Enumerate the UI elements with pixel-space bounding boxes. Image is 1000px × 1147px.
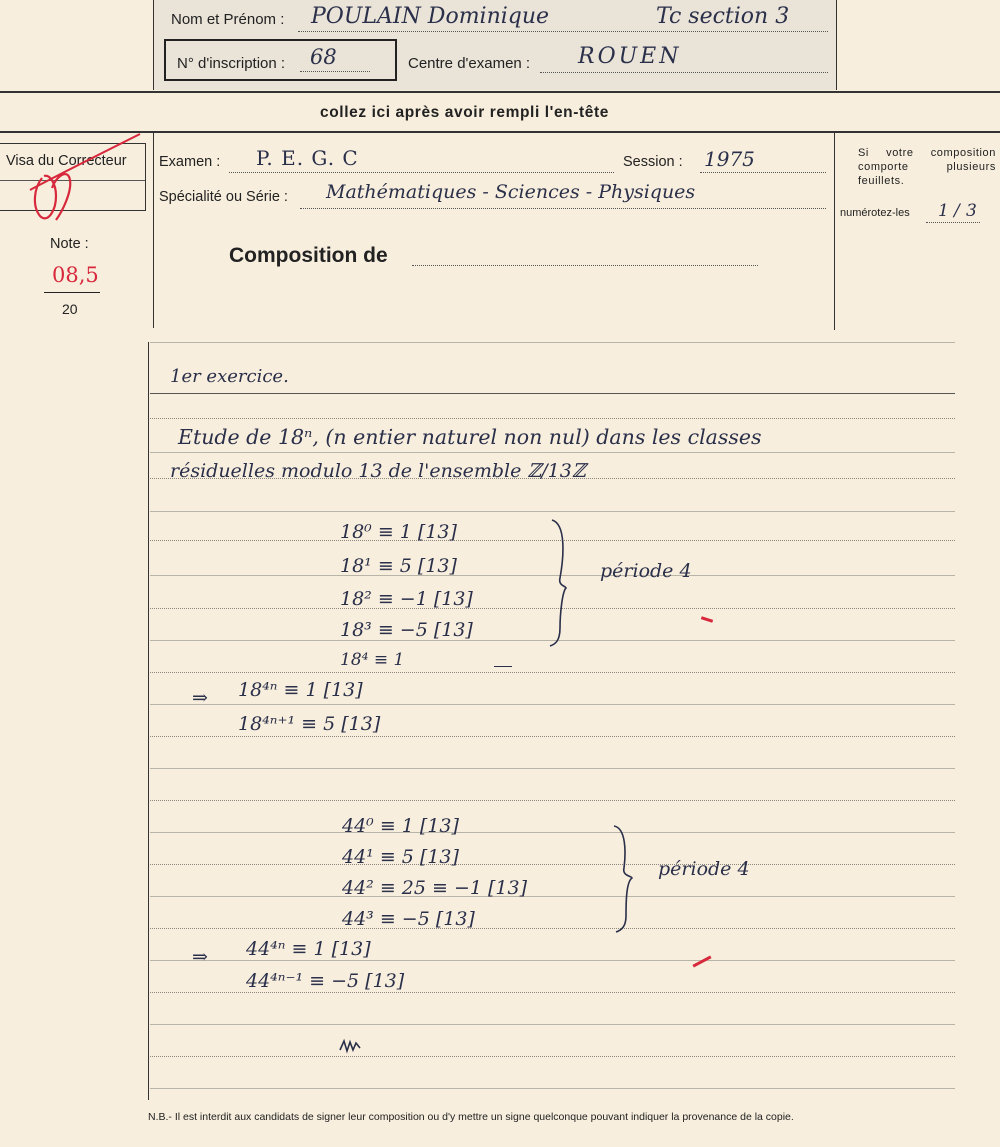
ruled-line [150, 452, 955, 453]
ink-scribble [338, 1038, 362, 1054]
ruled-line [150, 342, 955, 343]
exam-right-border [834, 132, 835, 330]
margin-line [148, 342, 149, 1100]
b-check-mark [692, 955, 711, 967]
correcteur-signature [12, 128, 142, 228]
b-line-1: 44⁰ ≡ 1 [13] [342, 815, 459, 837]
note-value: 08,5 [52, 263, 99, 287]
specialite-label: Spécialité ou Série : [159, 189, 288, 205]
ruled-line [150, 928, 955, 929]
nom-value: POULAIN Dominique [311, 4, 550, 29]
collez-rule [0, 131, 1000, 133]
numerotez-label: numérotez-les [840, 207, 910, 219]
exercise-heading: 1er exercice. [170, 366, 289, 387]
b-implication-2: 44⁴ⁿ⁻¹ ≡ −5 [13] [246, 970, 405, 992]
ruled-line [150, 704, 955, 705]
visa-label: Visa du Correcteur [6, 153, 127, 169]
intro-line-1: Etude de 18ⁿ, (n entier naturel non nul) dans les classes [178, 425, 762, 449]
page-slash: / [954, 201, 960, 221]
ruled-line [150, 992, 955, 993]
note-fraction-bar [44, 292, 100, 293]
a-period: période 4 [600, 560, 692, 582]
a-check-mark [701, 616, 713, 623]
b-period: période 4 [658, 858, 750, 880]
ruled-line [150, 960, 955, 961]
a-implication-1: 18⁴ⁿ ≡ 1 [13] [238, 679, 363, 701]
ruled-line [150, 511, 955, 512]
examen-value: P. E. G. C [256, 146, 359, 170]
examen-label: Examen : [159, 154, 221, 170]
ruled-line [150, 864, 955, 865]
a-line-4: 18³ ≡ −5 [13] [340, 619, 473, 641]
centre-label: Centre d'examen : [408, 55, 531, 72]
signature-stroke-2 [52, 174, 70, 220]
page-total: 3 [966, 201, 977, 221]
composition-label: Composition de [229, 244, 388, 267]
session-label: Session : [623, 154, 683, 170]
note-label: Note : [50, 236, 89, 252]
b-implies-arrow: ⇒ [192, 946, 208, 968]
ruled-line [150, 768, 955, 769]
ruled-line [150, 1088, 955, 1089]
note-denominator: 20 [62, 301, 78, 317]
inscription-label: N° d'inscription : [177, 55, 286, 72]
nom-line [298, 31, 828, 32]
session-value: 1975 [704, 147, 755, 171]
b-line-4: 44³ ≡ −5 [13] [342, 908, 475, 930]
b-line-2: 44¹ ≡ 5 [13] [342, 846, 459, 868]
collez-text: collez ici après avoir rempli l'en-tête [320, 104, 609, 121]
centre-value: ROUEN [578, 44, 682, 69]
a-implication-2: 18⁴ⁿ⁺¹ ≡ 5 [13] [238, 713, 381, 735]
page-number: 1 [938, 201, 949, 221]
examen-line [229, 172, 614, 173]
header-rule [0, 91, 1000, 93]
a-line-3: 18² ≡ −1 [13] [340, 588, 473, 610]
composition-line [412, 265, 758, 266]
inscription-value: 68 [310, 45, 337, 69]
b-line-3: 44² ≡ 25 ≡ −1 [13] [342, 877, 528, 899]
section-value: Tc section 3 [656, 4, 790, 29]
inscription-line [300, 71, 370, 72]
ruled-line [150, 896, 955, 897]
centre-line [540, 72, 828, 73]
signature-stroke-3 [30, 134, 140, 190]
a-brace-path [550, 520, 566, 646]
b-brace-path [614, 826, 632, 932]
intro-line-2: résiduelles modulo 13 de l'ensemble ℤ/13ℤ [170, 460, 586, 482]
numerotez-line [926, 222, 980, 223]
ruled-line [150, 736, 955, 737]
footer-note: N.B.- Il est interdit aux candidats de signer leur composition ou d'y mettre un signe quelconque pouvant indiquer la provenance de la copie. [148, 1111, 794, 1123]
side-note: Si votre composition comporte plusieurs feuillets. [858, 147, 996, 187]
b-brace [610, 822, 640, 934]
ruled-line [150, 393, 955, 394]
ruled-line [150, 1056, 955, 1057]
specialite-value: Mathématiques - Sciences - Physiques [326, 181, 696, 203]
a-line-2: 18¹ ≡ 5 [13] [340, 555, 457, 577]
session-line [700, 172, 826, 173]
ruled-line [150, 1024, 955, 1025]
a-dash [494, 666, 512, 667]
ink-scribble-path [340, 1041, 360, 1051]
exam-left-border [153, 132, 154, 328]
nom-label: Nom et Prénom : [171, 11, 285, 28]
ruled-line [150, 418, 955, 419]
a-line-1: 18⁰ ≡ 1 [13] [340, 521, 457, 543]
b-implication-1: 44⁴ⁿ ≡ 1 [13] [246, 938, 371, 960]
a-implies-arrow: ⇒ [192, 687, 208, 709]
specialite-line [300, 208, 826, 209]
a-line-5: 18⁴ ≡ 1 [340, 650, 405, 670]
a-brace [546, 516, 576, 648]
ruled-line [150, 832, 955, 833]
ruled-line [150, 672, 955, 673]
ruled-line [150, 800, 955, 801]
